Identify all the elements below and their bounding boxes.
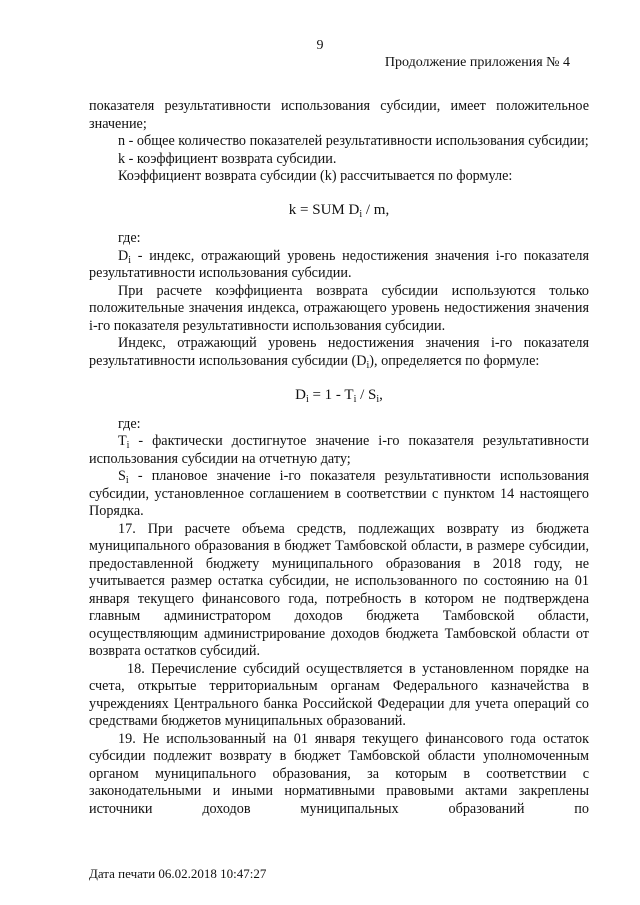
paragraph-si-definition <box>89 468 589 521</box>
formula-k-rhs: / m, <box>362 201 390 218</box>
si-symbol: S <box>118 468 126 484</box>
paragraph-ti-definition <box>89 433 589 468</box>
paragraph-where-2: где: <box>118 415 141 432</box>
print-date: Дата печати 06.02.2018 10:47:27 <box>89 866 267 881</box>
paragraph-where-1: где: <box>118 230 141 246</box>
document-body <box>89 98 589 818</box>
paragraph-4: Коэффициент возврата субсидии (k) рассчитывается по формуле: <box>118 168 513 184</box>
paragraph-19: 19. Не использованный на 01 января текущего финансового года остаток субсидии подлежит возврату в бюджет Тамбовской области уполномоченным органом муниципального образования, за которым в соответствии с законодательными и иными нормативными правовыми актами закреплены источники доходов муниципальных образований по <box>89 730 589 817</box>
di-text: - индекс, отражающий уровень недостижения значения i-го показателя результативности использования субсидии. <box>89 247 589 281</box>
di-symbol: D <box>118 247 129 264</box>
ti-text: - фактически достигнутое значение i-го показателя результативности использования субсидии на отчетную дату; <box>89 433 589 467</box>
formula-k-sub: i <box>359 208 363 220</box>
annex-note: Продолжение приложения № 4 <box>384 55 570 70</box>
formula-di-b-sub: i <box>353 394 357 405</box>
paragraph-6-tail: ), определяется по формуле: <box>369 352 540 369</box>
si-text: - плановое значение i-го показателя результативности использования субсидии, установленное соглашением в соответствии с пунктом 14 настоящего Порядка. <box>89 468 589 519</box>
formula-di-a: D <box>295 387 306 403</box>
formula-k-lhs: k = SUM D <box>288 201 360 218</box>
paragraph-18: 18. Перечисление субсидий осуществляется в установленном порядке на счета, открытые территориальным органам Федерального казначейства в учреждениях Центрального банка Российской Федерации для учета операций со средствами бюджетов муниципальных образований. <box>89 660 589 729</box>
paragraph-6-text: Индекс, отражающий уровень недостижения значения i-го показателя результативности использования субсидии (D <box>89 335 589 369</box>
formula-di-a-sub: i <box>305 394 309 405</box>
page-number: 9 <box>316 38 324 53</box>
si-sub: i <box>125 475 129 486</box>
formula-k <box>89 202 589 220</box>
paragraph-2: n - общее количество показателей результативности использования субсидии; <box>118 133 589 149</box>
paragraph-6-sub: i <box>366 359 370 371</box>
formula-di-c-sub: i <box>376 394 380 405</box>
paragraph-17: 17. При расчете объема средств, подлежащих возврату из бюджета муниципального образования в бюджет Тамбовской области, в размере субсидии, предоставленной бюджету муниципального образования в 2018 году, не учитывается размер остатка субсидии, не использованного по состоянию на 01 января текущего финансового года, потребность в котором не подтверждена главным администратором доходов бюджета Тамбовской области, осуществляющим администрирование доходов бюджета Тамбовской области от возврата остатков субсидий. <box>89 520 589 659</box>
ti-symbol: T <box>118 433 127 449</box>
paragraph-5: При расчете коэффициента возврата субсидии используются только положительные значения индекса, отражающего уровень недостижения значения i-го показателя результативности использования субсидии. <box>89 282 589 334</box>
ti-sub: i <box>126 440 130 451</box>
di-sub: i <box>128 254 132 266</box>
formula-di <box>89 387 589 405</box>
paragraph-6 <box>89 335 589 370</box>
formula-di-b: = 1 - T <box>308 387 354 403</box>
paragraph-1: показателя результативности использования субсидии, имеет положительное значение; <box>89 98 589 132</box>
paragraph-3: k - коэффициент возврата субсидии. <box>118 150 337 167</box>
formula-di-c: / S <box>356 387 377 403</box>
formula-di-d: , <box>379 387 383 403</box>
paragraph-di-definition <box>89 248 589 283</box>
